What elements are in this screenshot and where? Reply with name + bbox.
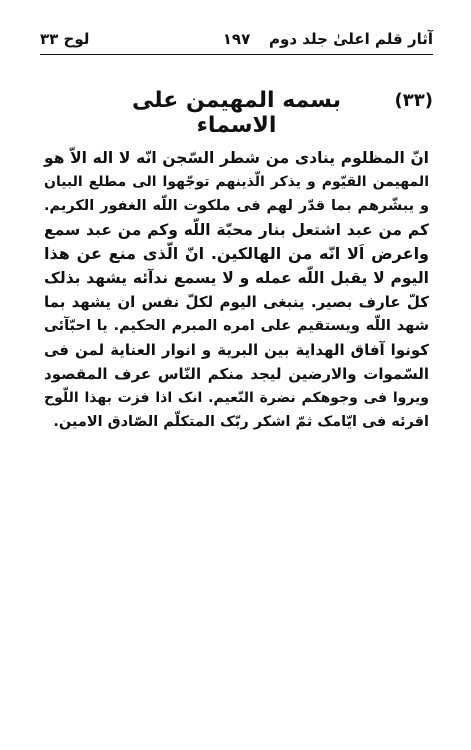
- tablet-number: (۳۳): [394, 90, 433, 111]
- tablet-body: [44, 146, 429, 434]
- header-rule: [40, 54, 433, 55]
- text-line: واعرض اَلا انّه من الهالکین. انّ الّذی منع عن هذا: [44, 244, 429, 263]
- tablet-title: بسمه المهیمن علی الاسماء: [132, 88, 341, 138]
- text-line: کلّ عارف بصیر. ینبغی الیوم لکلّ نفس ان یشهد بما: [44, 293, 429, 311]
- text-line: شهد اللّه ویستقیم علی امره المبرم الحکیم. یا احبّآئی: [44, 318, 429, 334]
- text-line: کم من عبد اشتعل بنار محبّة اللّه وکم من عبد سمع: [44, 221, 429, 239]
- text-line: ویروا فی وجوهکم نضرة النّعیم. انک اذا فزت بهذا اللّوح: [44, 390, 429, 406]
- text-line: الیوم لا یقبل اللّه عمله و لا یسمع ندآئه یشهد بذلک: [44, 269, 429, 287]
- running-header: [40, 28, 433, 52]
- header-page-number: ۱۹۷: [222, 30, 251, 48]
- text-line: انّ المظلوم ینادی من شطر السّجن انّه لا اله الاّ هو: [44, 149, 429, 167]
- header-book-title: آثار قلم اعلیٰ جلد دوم: [269, 30, 433, 48]
- text-line: کونوا آفاق الهدایة بین البریة و انوار العنایة لمن فی: [44, 341, 429, 359]
- text-line: اقرئه فی ایّامک ثمّ اشکر ربّک المتکلّم الصّادق الامین.: [53, 414, 429, 430]
- text-line: السّموات والارضین لیجد منکم النّاس عرف المقصود: [44, 365, 429, 383]
- text-line: و یبشّرهم بما قدّر لهم فی ملکوت اللّه الغفور الکریم.: [44, 198, 429, 214]
- text-line: المهیمن القیّوم و یذکر الّذینهم توجّهوا الی مطلع البیان: [44, 174, 429, 190]
- tablet-heading: [40, 88, 433, 138]
- header-tablet-reference: لوح ۳۳: [40, 30, 90, 48]
